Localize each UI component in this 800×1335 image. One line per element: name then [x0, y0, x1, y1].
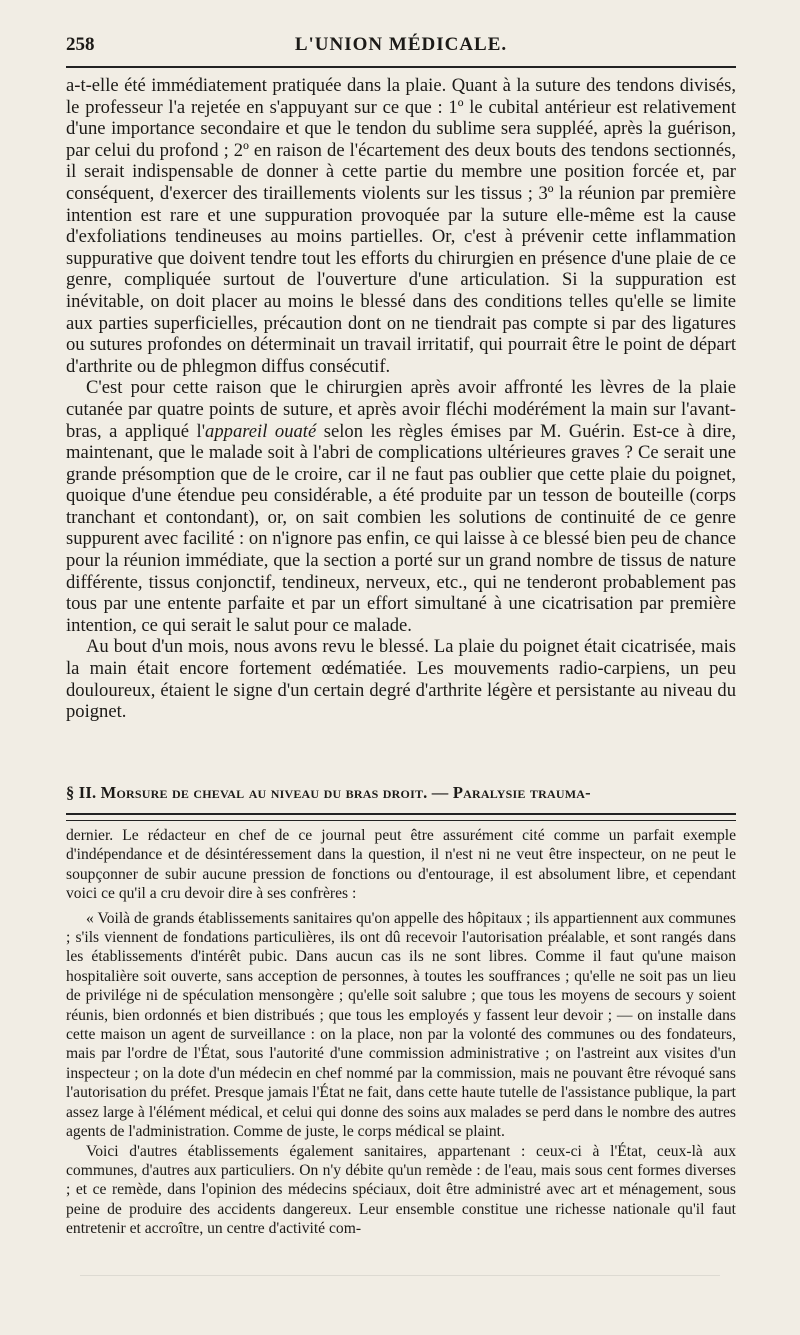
article-paragraph-3: Au bout d'un mois, nous avons revu le blessé. La plaie du poignet était cicatrisée, mais la main était encore fortement œdématiée. Les mouvements radio-carpiens, un peu douloureux, étaient le signe d'un certain degré d'arthrite légère et persistante au niveau du poignet. [66, 636, 736, 723]
journal-title: L'UNION MÉDICALE. [294, 34, 508, 55]
article-paragraph-1: a-t-elle été immédiatement pratiquée dans la plaie. Quant à la suture des tendons divisés, le professeur l'a rejetée en s'appuyant sur ce que : 1º le cubital antérieur est relativement d'une importance secondaire et que le tendon du sublime sera suppléé, après la guérison, par celui du profond ; 2º en raison de l'écartement des deux bouts des tendons sectionnés, il serait indispensable de donner à cette partie du membre une position forcée et, par conséquent, d'exercer des tiraillements violents sur les tissus ; 3º la réunion par première intention est rare et une suppuration provoquée par la suture elle-même est la cause d'exfoliations tendineuses au moins partielles. Or, c'est à prévenir cette inflammation suppurative que doivent tendre tout les efforts du chirurgien en présence d'une plaie de ce genre, compliquée surtout de l'ouverture d'une articulation. Si la suppuration est inévitable, on doit placer au moins le blessé dans des conditions telles qu'elle se limite aux parties superficielles, précaution dont on ne tiendrait pas compte si par des ligatures ou sutures profondes on déterminait un travail irritatif, qui pourrait être le point de départ d'arthrite ou de phlegmon diffus consécutif. [66, 75, 736, 377]
article-body [66, 75, 736, 723]
header-rule [66, 66, 736, 68]
appareil-ouate-emphasis: appareil ouaté [205, 420, 317, 442]
feuilleton-divider [66, 813, 736, 821]
bleed-through-footer [80, 1275, 720, 1288]
section-number: § II. [66, 783, 97, 802]
article-paragraph-2 [66, 377, 736, 636]
feuilleton-intro: dernier. Le rédacteur en chef de ce journal peut être assurément cité comme un parfait exemple d'indépendance et de désintéressement dans la question, il n'est ni ne veut être inspecteur, on ne peut le soupçonner de subir aucune pression de fonctions ou d'entourage, il est absolument libre, et cependant voici ce qu'il a cru devoir dire à ses confrères : [66, 827, 736, 903]
article-paragraph-2-text-a: C'est pour cette raison que le chirurgien après avoir affronté les lèvres de la plaie cutanée par quatre points de suture, et après avoir fléchi modérément la main sur l'avant-bras, a appliqué l' [66, 377, 736, 442]
article-paragraph-2-text-b: selon les règles émises par M. Guérin. Est-ce à dire, maintenant, que le malade soit à l'abri de complications ultérieures graves ? Ce serait une grande présomption que de le croire, car il ne faut pas oublier que cette plaie du poignet, quoique d'une étendue peu considérable, a été produite par un tesson de bouteille (corps tranchant et contondant), or, on sait combien les solutions de continuité de ce genre suppurent avec facilité : on n'ignore pas enfin, ce qui laisse à ce blessé bien peu de chance pour la réunion immédiate, que la section a porté sur un grand nombre de tissus de nature différente, tissus conjonctif, tendineux, nerveux, etc., qui ne tenderont probablement pas tous par une entente parfaite et par un effort simultané à une cicatrisation par première intention, ce qui serait le salut pour ce malade. [66, 420, 736, 636]
feuilleton-last-paragraph: Voici d'autres établissements également sanitaires, appartenant : ceux-ci à l'État, ceux-là aux communes, d'autres aux particuliers. On n'y débite qu'un remède : de l'eau, mais sous cent formes diverses ; et ce remède, dans l'opinion des médecins spéciaux, doit être administré avec art et ménagement, sous peine de produire des accidents dangereux. Leur ensemble constitue une richesse nationale qu'il faut entretenir et accroître, un centre d'activité com- [66, 1142, 736, 1238]
section-heading [66, 783, 736, 803]
section-title: Morsure de cheval au niveau du bras droit. — Paralysie trauma- [100, 783, 591, 802]
running-head [66, 34, 736, 60]
feuilleton-body [66, 826, 736, 1239]
page-number: 258 [66, 34, 95, 55]
feuilleton-quote: « Voilà de grands établissements sanitaires qu'on appelle des hôpitaux ; ils appartiennent aux communes ; s'ils viennent de fondations particulières, ils ont dû recevoir l'autorisation préalable, et sont rangés dans les établissements d'intérêt pubic. Dans aucun cas ils ne sont libres. Comme il faut qu'une maison hospitalière soit ouverte, sans acception de personnes, à toutes les souffrances ; qu'elle ne soit pas un lieu de privilége ni de spéculation mensongère ; qu'elle soit salubre ; que tous les moyens de secours y soient réunis, bien ordonnés et bien distribués ; que tous les employés y fassent leur devoir ; — on installe dans cette maison un agent de surveillance : on la place, non par la volonté des communes ou des fondateurs, mais par l'ordre de l'État, sous l'autorité d'une commission administrative ; on l'astreint aux visites d'un inspecteur ; on la dote d'un médecin en chef nommé par la commission, mais ne pouvant être révoqué sans l'autorisation du préfet. Presque jamais l'État ne fait, dans cette haute tutelle de l'assistance publique, la part assez large à l'élément médical, et celui qui donne des soins aux malades se perd dans le nombre des autres agents de l'administration. Comme de juste, le corps médical se plaint. [66, 909, 736, 1141]
